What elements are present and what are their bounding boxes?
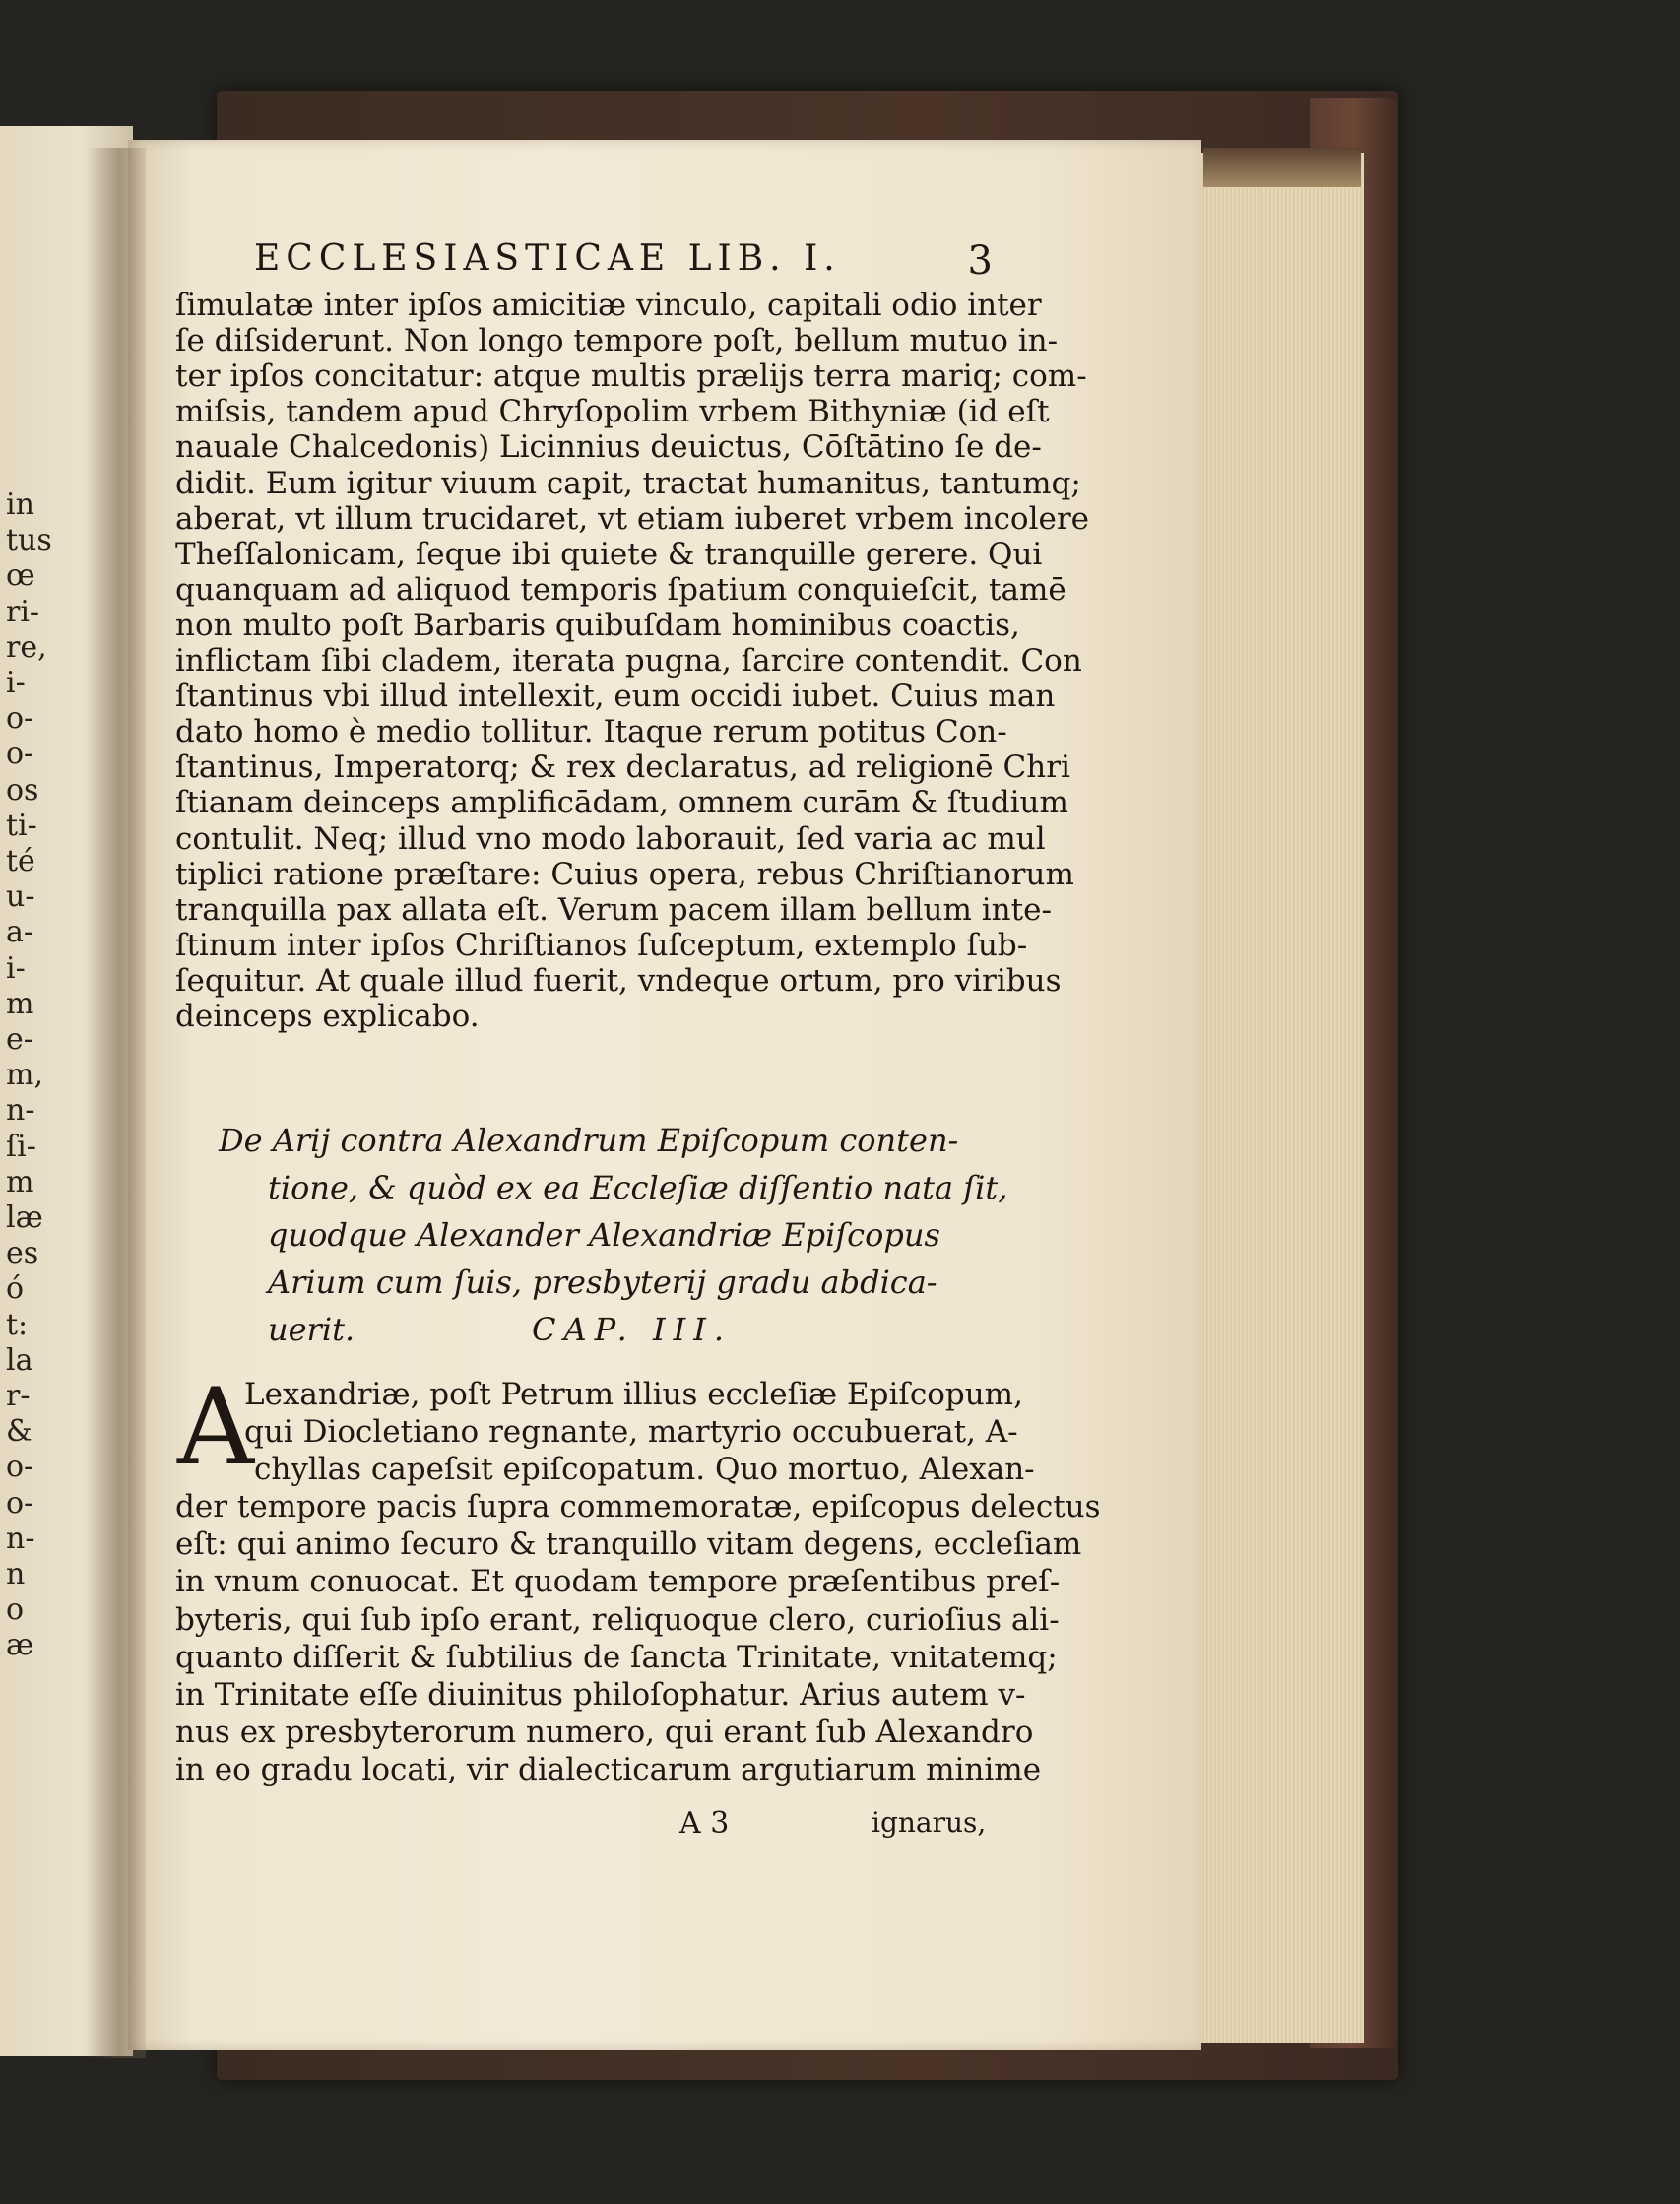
left-page-fragment: u- (6, 879, 35, 915)
chapter-line: in Trinitate eſſe diuinitus philoſophatur. Arius autem v- (175, 1677, 1026, 1713)
left-page-fragment: o- (6, 1450, 34, 1485)
left-page-fragment: m (6, 986, 34, 1021)
running-header (254, 238, 993, 282)
chapter-line: chyllas capeſsit epiſcopatum. Quo mortuo, Alexan- (254, 1452, 1035, 1487)
left-page-fragment: ó (6, 1271, 25, 1307)
body-line: ſe diſsiderunt. Non longo tempore poſt, bellum mutuo in- (175, 323, 1059, 359)
drop-cap: A (177, 1366, 254, 1489)
left-page-fragment: la (6, 1342, 33, 1378)
chapter-heading-line: Arium cum ſuis, presbyterij gradu abdica- (268, 1264, 937, 1301)
left-page-fragment: o- (6, 701, 34, 737)
left-page-fragment: ri- (6, 594, 40, 629)
body-line: non multo poſt Barbaris quibuſdam hominibus coactis, (175, 607, 1020, 643)
left-page-fragment: læ (6, 1200, 43, 1235)
body-line: Theſſalonicam, ſeque ibi quiete & tranquille gerere. Qui (175, 536, 1043, 572)
chapter-line: Lexandriæ, poſt Petrum illius eccleſiæ Epiſcopum, (244, 1377, 1023, 1412)
book-gutter (87, 148, 146, 2058)
body-line: inflictam ſibi cladem, iterata pugna, ſarcire contendit. Con (175, 643, 1082, 679)
catchword: ignarus, (872, 1806, 987, 1839)
left-page-fragment: o- (6, 1485, 34, 1521)
left-page-fragment: t: (6, 1307, 29, 1342)
left-page-fragment: té (6, 844, 35, 878)
chapter-heading-line: De Arij contra Alexandrum Epiſcopum conten- (219, 1122, 959, 1159)
left-page-fragment: œ (6, 558, 35, 594)
body-line: ſequitur. At quale illud fuerit, vndeque ortum, pro viribus (175, 962, 1062, 999)
chapter-heading-line: uerit. (268, 1311, 355, 1348)
chapter-line: qui Diocletiano regnante, martyrio occubuerat, A- (244, 1414, 1018, 1450)
left-page-fragment: ſi- (6, 1129, 36, 1164)
body-line: ter ipſos concitatur: atque multis prælijs terra mariq; com- (175, 358, 1087, 395)
left-page-fragment: & (6, 1414, 32, 1450)
left-page-fragment: i- (6, 666, 26, 700)
body-line: deinceps explicabo. (175, 999, 480, 1034)
body-line: nauale Chalcedonis) Licinnius deuictus, Cōſtātino ſe de- (175, 429, 1042, 466)
body-line: ſtinum inter ipſos Chriſtianos ſuſceptum, extemplo ſub- (175, 927, 1028, 963)
left-page-fragment: o (6, 1592, 25, 1628)
chapter-label: CAP. III. (532, 1311, 733, 1348)
page-number: 3 (967, 238, 993, 284)
running-title: ECCLESIASTICAE LIB. I. (254, 238, 841, 279)
chapter-line: in eo gradu locati, vir dialecticarum argutiarum minime (175, 1752, 1042, 1788)
left-page-fragment: i- (6, 950, 26, 986)
body-line: didit. Eum igitur viuum capit, tractat humanitus, tantumq; (175, 465, 1081, 501)
chapter-line: in vnum conuocat. Et quodam tempore præſentibus preſ- (175, 1564, 1061, 1600)
left-page-fragment: n (6, 1557, 26, 1591)
left-page-fragment: re, (6, 629, 47, 665)
chapter-line: eſt: qui animo ſecuro & tranquillo vitam degens, eccleſiam (175, 1526, 1082, 1563)
left-page-fragment: n- (6, 1093, 35, 1129)
page-fore-edge (1199, 153, 1364, 2043)
body-line: ſtianam deinceps amplificādam, omnem curām & ſtudium (175, 785, 1068, 821)
left-page-fragment: a- (6, 915, 34, 950)
left-page-fragment: n- (6, 1521, 35, 1556)
left-page-fragment: ti- (6, 808, 37, 843)
chapter-heading-line: tione, & quòd ex ea Eccleſiæ diſſentio nata ſit, (268, 1169, 1008, 1206)
signature-mark: A 3 (679, 1806, 730, 1841)
left-page-fragment: o- (6, 737, 34, 772)
body-line: contulit. Neq; illud vno modo laborauit, ſed varia ac mul (175, 820, 1046, 857)
body-line: quanquam ad aliquod temporis ſpatium conquieſcit, tamē (175, 571, 1066, 608)
left-page-fragment: m (6, 1164, 34, 1199)
body-line: ſtantinus vbi illud intellexit, eum occidi iubet. Cuius man (175, 679, 1056, 715)
chapter-line: byteris, qui ſub ipſo erant, reliquoque clero, curioſius ali- (175, 1601, 1060, 1638)
page-top-edge (1203, 148, 1361, 187)
body-line: ſimulatæ inter ipſos amicitiæ vinculo, capitali odio inter (175, 288, 1042, 323)
body-line: miſsis, tandem apud Chryſopolim vrbem Bithyniæ (id eſt (175, 394, 1050, 430)
left-page-fragment: m, (6, 1058, 43, 1093)
left-page-fragment: r- (6, 1379, 31, 1413)
chapter-heading-line: quodque Alexander Alexandriæ Epiſcopus (268, 1216, 940, 1254)
chapter-line: nus ex presbyterorum numero, qui erant ſub Alexandro (175, 1715, 1034, 1751)
chapter-line: quanto diſſerit & ſubtilius de ſancta Trinitate, vnitatemq; (175, 1639, 1058, 1675)
left-page-fragment: e- (6, 1022, 33, 1057)
body-line: dato homo è medio tollitur. Itaque rerum potitus Con- (175, 714, 1007, 750)
chapter-line: der tempore pacis ſupra commemoratæ, epiſcopus delectus (175, 1489, 1101, 1524)
body-line: aberat, vt illum trucidaret, vt etiam iuberet vrbem incolere (175, 500, 1090, 537)
left-page-fragment: æ (6, 1628, 34, 1663)
left-page-fragment: tus (6, 523, 52, 558)
left-page-fragment: os (6, 772, 39, 808)
left-page-fragment: in (6, 487, 34, 522)
body-line: ſtantinus, Imperatorq; & rex declaratus, ad religionē Chri (175, 749, 1070, 786)
left-page-fragment: es (6, 1236, 39, 1271)
body-line: tiplici ratione præſtare: Cuius opera, rebus Chriſtianorum (175, 856, 1074, 892)
body-line: tranquilla pax allata eſt. Verum pacem illam bellum inte- (175, 891, 1052, 928)
